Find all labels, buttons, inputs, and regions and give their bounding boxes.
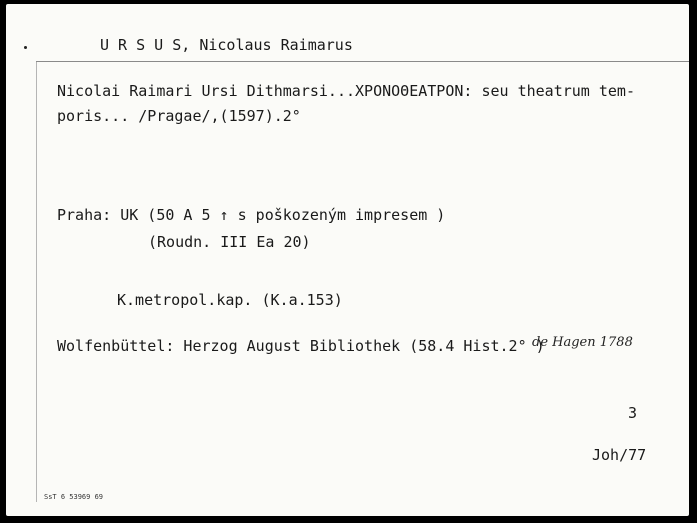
left-margin-line [36, 62, 37, 502]
catalog-card [6, 4, 689, 516]
holding-kmetropol: K.metropol.kap. (K.a.153) [117, 291, 343, 309]
cataloger-signature: Joh/77 [592, 446, 647, 464]
heading-underline [36, 61, 689, 62]
card-number: 3 [628, 404, 638, 422]
title-line-2: poris... /Pragae/,(1597).2° [57, 107, 301, 125]
handwritten-note: de Hagen 1788 [532, 335, 633, 350]
title-line-1: Nicolai Raimari Ursi Dithmarsi...ΧΡΟΝΟΘΕΑΤΡΟΝ: seu theatrum tem- [57, 82, 635, 100]
holding-roudnice: (Roudn. III Ea 20) [148, 233, 311, 251]
holding-wolfenbuttel: Wolfenbüttel: Herzog August Bibliothek (58.4 Hist.2° ) [57, 337, 545, 355]
card-heading: U R S U S, Nicolaus Raimarus [100, 36, 353, 54]
printer-mark: SsT 6 53969 69 [44, 493, 104, 501]
punch-mark [24, 46, 27, 49]
holding-praha: Praha: UK (50 A 5 ↑ s poškozeným impresem ) [57, 206, 446, 224]
